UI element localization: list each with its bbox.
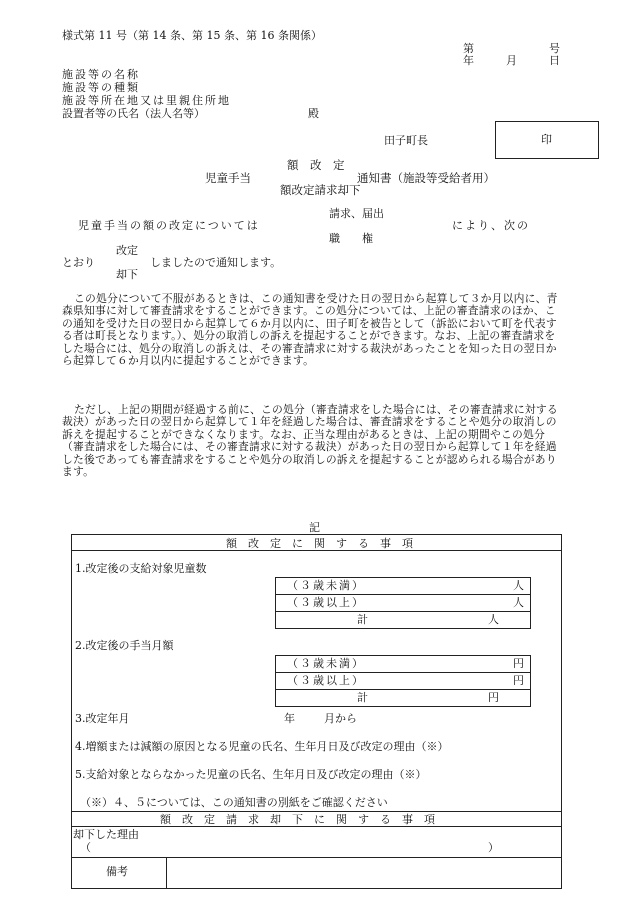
revision-header-divider bbox=[71, 550, 561, 551]
item3-year: 年 bbox=[284, 712, 295, 725]
count-total-label: 計 bbox=[357, 613, 368, 626]
item2-label: 2.改定後の手当月額 bbox=[75, 639, 174, 652]
allowance-total-unit: 円 bbox=[488, 691, 499, 704]
date-day: 日 bbox=[549, 54, 560, 67]
title-option-rejection: 額改定請求却下 bbox=[280, 183, 361, 197]
rejection-header-top-divider bbox=[71, 811, 561, 812]
remarks-divider bbox=[71, 857, 561, 858]
mayor-title: 田子町長 bbox=[384, 134, 428, 147]
remarks-label: 備考 bbox=[106, 865, 128, 878]
revision-header: 額 改 定 に 関 す る 事 項 bbox=[226, 537, 413, 550]
facility-name-label: 施設等の名称 bbox=[62, 68, 140, 81]
body-line1: 児童手当の額の改定については bbox=[78, 219, 260, 232]
count-under3-label: （３歳未満） bbox=[287, 579, 365, 592]
allowance-over3-unit: 円 bbox=[513, 674, 524, 687]
count-over3-label: （３歳以上） bbox=[287, 596, 365, 609]
child-count-divider-1 bbox=[275, 594, 530, 595]
date-year: 年 bbox=[463, 54, 474, 67]
facility-type-label: 施設等の種類 bbox=[62, 81, 140, 94]
count-over3-unit: 人 bbox=[513, 596, 524, 609]
allowance-total-label: 計 bbox=[357, 691, 368, 704]
body-line2-end: しましたので通知します。 bbox=[150, 256, 282, 269]
count-under3-unit: 人 bbox=[513, 579, 524, 592]
item4-label: 4.増額または減額の原因となる児童の氏名、生年月日及び改定の理由（※） bbox=[75, 740, 449, 753]
body-line2-start: とおり bbox=[62, 256, 95, 269]
operator-name-label: 設置者等の氏名（法人名等） bbox=[62, 107, 205, 120]
form-number: 様式第 11 号（第 14 条、第 15 条、第 16 条関係） bbox=[62, 29, 322, 42]
record-label: 記 bbox=[309, 521, 320, 534]
doc-number-label: 第 bbox=[463, 42, 474, 55]
title-option-revision: 額 改 定 bbox=[287, 158, 345, 172]
child-count-divider-2 bbox=[275, 611, 530, 612]
count-total-unit: 人 bbox=[488, 613, 499, 626]
item1-label: 1.改定後の支給対象児童数 bbox=[75, 562, 207, 575]
seal-box bbox=[495, 121, 599, 159]
body-option-rejected: 却下 bbox=[116, 268, 138, 281]
date-month: 月 bbox=[506, 54, 517, 67]
item3-month: 月から bbox=[324, 712, 357, 725]
item5-label: 5.支給対象とならなかった児童の氏名、生年月日及び改定の理由（※） bbox=[75, 768, 427, 781]
allowance-over3-label: （３歳以上） bbox=[287, 674, 365, 687]
allowance-under3-unit: 円 bbox=[513, 657, 524, 670]
allowance-divider-2 bbox=[275, 689, 530, 690]
body-line1-end: により、次の bbox=[452, 219, 530, 232]
notice-paragraph-1: この処分について不服があるときは、この通知書を受けた日の翌日から起算して３か月以内に、青森県知事に対して審査請求をすることができます。この処分については、上記の審査請求のほか、この通知を受けた日の翌日から起算して６か月以内に、田子町を被告として（訴訟において町を代表する者は町長となります。）、処分の取消しの訴えを提起することができます。なお、上記の審査請求をした場合には、処分の取消しの訴えは、その審査請求に対する裁決があったことを知った日の翌日から起算して６か月以内に提起することができます。 bbox=[62, 292, 558, 368]
rejection-header: 額 改 定 請 求 却 下 に 関 す る 事 項 bbox=[160, 813, 435, 826]
notice-paragraph-2: ただし、上記の期間が経過する前に、この処分（審査請求をした場合には、その審査請求に対する裁決）があった日の翌日から起算して１年を経過した場合は、審査請求をすることや処分の取消しの訴えを提起することができなくなります。なお、正当な理由があるときは、上記の期間やこの処分（審査請求をした場合には、その審査請求に対する裁決）があった日の翌日から起算して１年を経過した後であっても審査請求をすることや処分の取消しの訴えを提起することが認められる場合があります。 bbox=[62, 403, 558, 479]
body-option-revised: 改定 bbox=[116, 244, 138, 257]
doc-number-suffix: 号 bbox=[549, 42, 560, 55]
facility-address-label: 施設等所在地又は里親住所地 bbox=[62, 94, 231, 107]
allowance-under3-label: （３歳未満） bbox=[287, 657, 365, 670]
body-option-request: 請求、届出 bbox=[329, 207, 384, 220]
title-prefix: 児童手当 bbox=[205, 171, 251, 185]
remarks-column-divider bbox=[166, 857, 167, 888]
item3-label: 3.改定年月 bbox=[75, 712, 130, 725]
attachment-note: （※）４、５については、この通知書の別紙をご確認ください bbox=[80, 796, 388, 809]
rejection-reason-close: ） bbox=[488, 841, 499, 854]
rejection-reason-open: （ bbox=[80, 841, 91, 854]
body-option-authority: 職 権 bbox=[329, 232, 373, 245]
honorific: 殿 bbox=[308, 107, 319, 120]
rejection-reason-label: 却下した理由 bbox=[73, 828, 139, 841]
title-suffix: 通知書（施設等受給者用） bbox=[357, 171, 495, 185]
seal-mark: 印 bbox=[541, 133, 552, 146]
rejection-header-bottom-divider bbox=[71, 826, 561, 827]
allowance-divider-1 bbox=[275, 672, 530, 673]
